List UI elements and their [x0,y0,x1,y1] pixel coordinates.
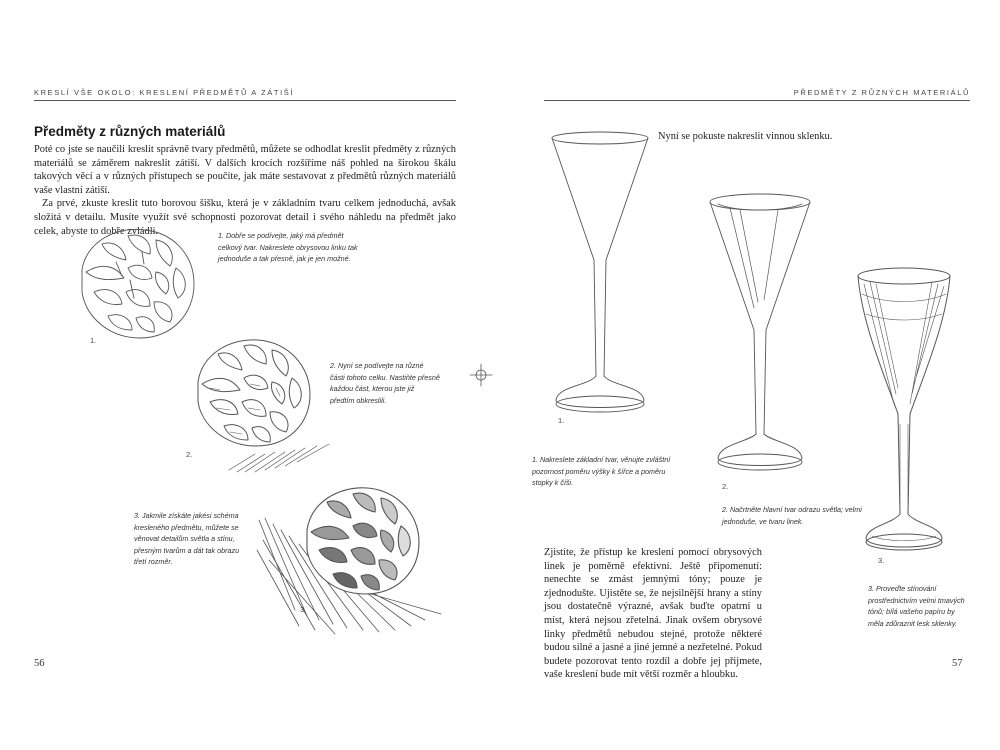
wine-glass-reflection-illustration [704,190,816,478]
page-number-right: 57 [952,658,963,669]
caption-step-3: 3. Jakmile získáte jakési schéma kresleného předmětu, můžete se věnovat detailům světla a stínu, přesným tvarům a dát tak obrazu třetí rozměr. [134,511,240,566]
right-page [500,0,1000,750]
header-rule-left [34,100,456,101]
intro-text: Nyní se pokuste nakreslit vinnou sklenku. [658,131,833,142]
pine-cone-sectioned-illustration [190,332,318,452]
figure-number-1: 1. [90,336,97,345]
cast-shadow-hatching-2 [225,440,335,476]
caption-step-2: 2. Nyní se podívejte na různé části tohoto celku. Nastiňte přesně každou část, kterou jste již předtím obkreslili. [330,361,440,405]
header-rule-right [544,100,970,101]
glass-caption-step-2: 2. Načrtněte hlavní tvar odrazu světla; velmi jednoduše, ve tvaru linek. [722,505,862,526]
page-number-left: 56 [34,658,45,669]
glass-figure-number-2: 2. [722,482,729,491]
figure-number-2: 2. [186,450,193,459]
running-head-right: PŘEDMĚTY Z RŮZNÝCH MATERIÁLŮ [793,88,970,97]
figure-number-3: 3. [300,605,307,614]
glass-figure-number-1: 1. [558,416,565,425]
glass-figure-number-3: 3. [878,556,885,565]
glass-caption-step-1: 1. Nakreslete základní tvar, věnujte zvláštní pozornost poměru výšky k šířce a poměru stopky k číši. [532,455,671,487]
wine-glass-outline-illustration [548,128,652,420]
glass-caption-step-3: 3. Proveďte stínování prostřednictvím velmi tmavých tónů; bílá vašeho papíru by měla zdůraznit lesk sklenky. [868,584,965,628]
section-title: Předměty z různých materiálů [34,124,226,139]
caption-step-1: 1. Dobře se podívejte, jaký má předmět celkový tvar. Nakreslete obrysovou linku tak jednoduše a tak přesně, jak je jen možné. [218,231,358,263]
registration-mark-icon [470,364,492,386]
wine-glass-shaded-illustration [854,264,958,564]
running-head-left: KRESLÍ VŠE OKOLO: KRESLENÍ PŘEDMĚTŮ A ZÁTIŠÍ [34,88,295,97]
paragraph-2: Za prvé, zkuste kreslit tuto borovou šišku, která je v základním tvaru celkem jednoduchá, avšak složitá v detailu. Musíte využít své schopnosti pozorovat detail i svého náhledu na předmět jako celek, abyste to dobře zvládli. [34,198,456,237]
paragraph-1: Poté co jste se naučili kreslit správně tvary předmětů, můžete se odhodlat kreslit předměty z různých materiálů se záměrem nakreslit zátiší. V dalších krocích rozšíříme náš pohled na širokou škálu takových věcí a v různých přístupech se poučíte, jak máte sestavovat z předmětů různých materiálů vaše vlastní zátiší. [34,144,456,196]
pine-cone-shaded-illustration [255,480,455,640]
body-text-right: Zjistíte, že přístup ke kreslení pomocí obrysových linek je poměrně efektivní. Ještě připomenutí: nenechte se zmást jemnými tóny; pouze je zjednodušte. Ujistěte se, že nejsilnější hrany a stíny jsou dostatečně výrazné, avšak buďte opatrní u míst, která nejsou zřetelná. Jinak ovšem obrysové linky předmětů nebudou stejné, protože některé budou silné a jasné a jiné jemné a nezřetelné. Pokud budete pozorovat tento rozdíl a dobře jej přijmete, vaše kreslení bude mít větší rozměr a hloubku. [544,547,762,681]
pine-cone-outline-illustration [72,222,202,344]
